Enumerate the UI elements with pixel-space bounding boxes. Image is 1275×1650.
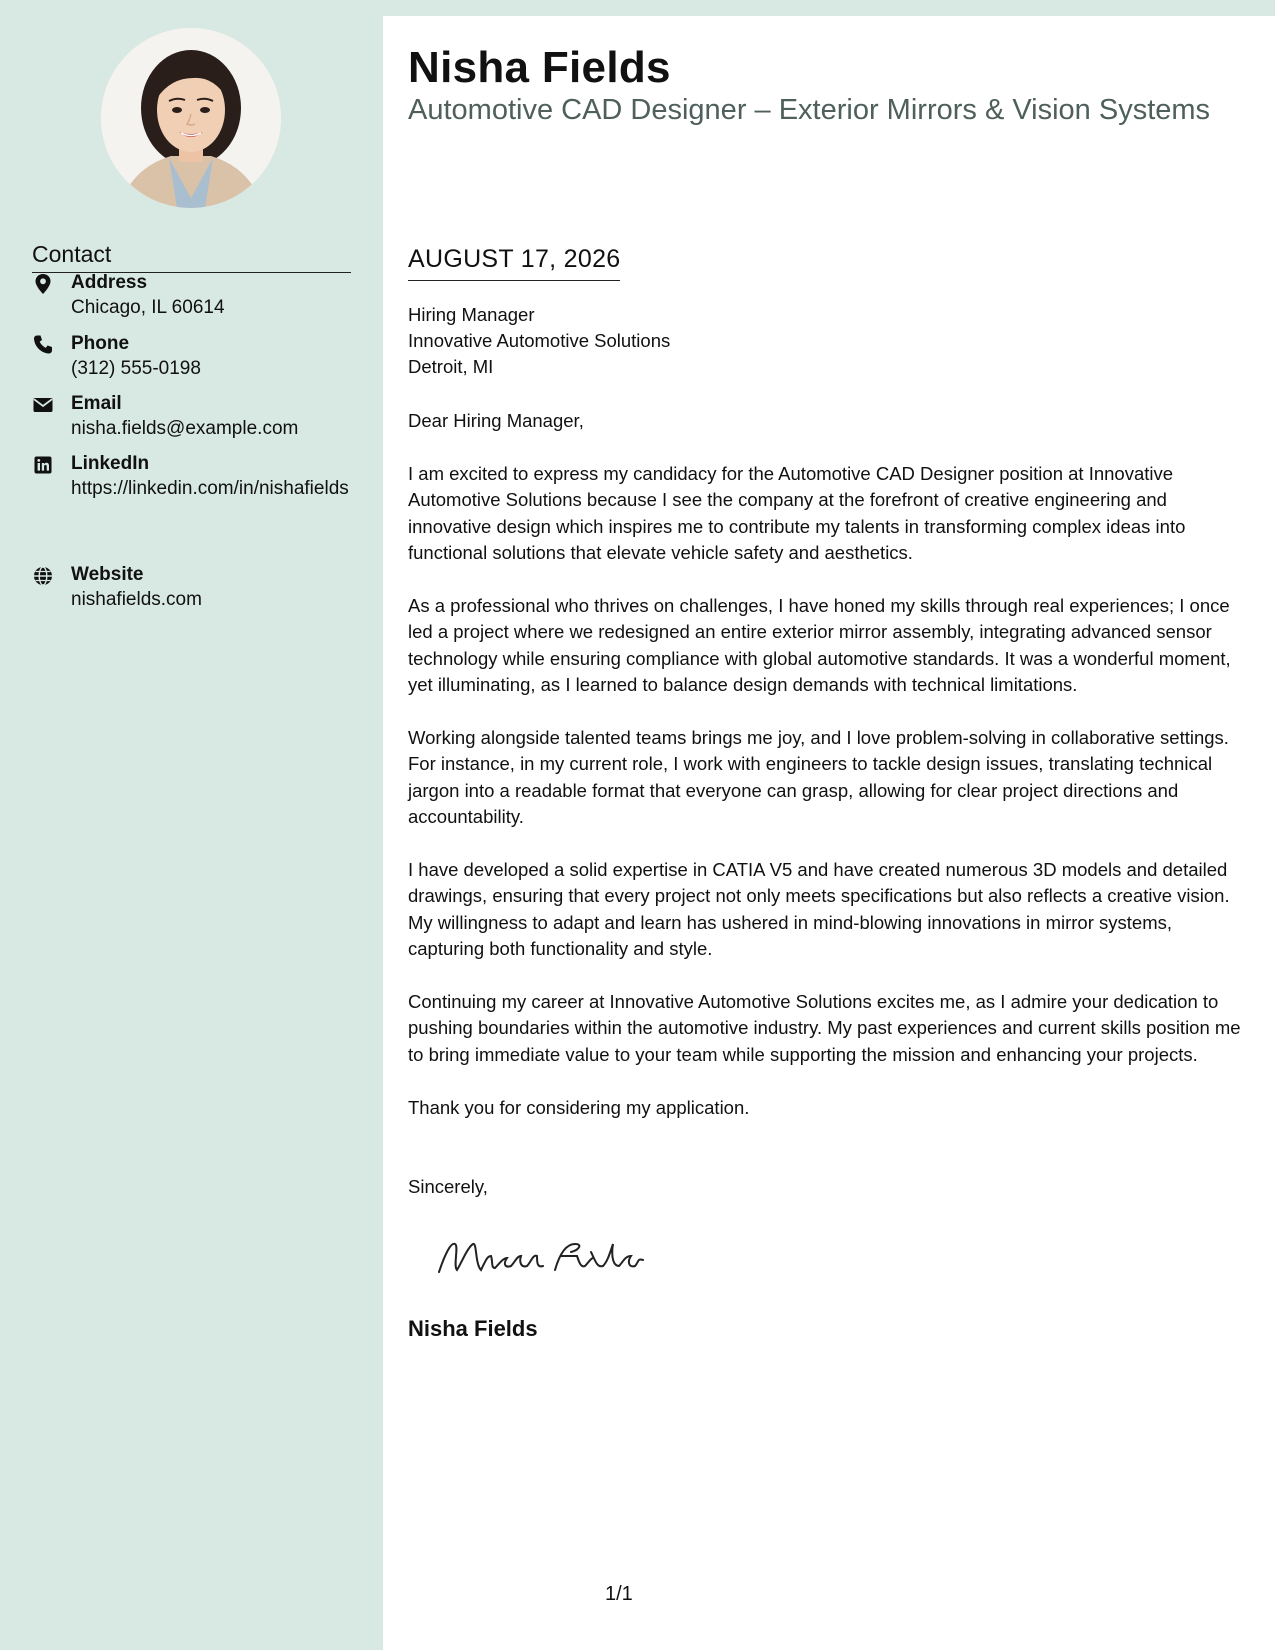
salutation: Dear Hiring Manager, <box>408 410 584 431</box>
contact-label: Phone <box>71 333 130 354</box>
applicant-name: Nisha Fields <box>408 43 671 92</box>
profile-photo <box>101 28 281 208</box>
letter-date: AUGUST 17, 2026 <box>408 244 620 281</box>
recipient-line: Innovative Automotive Solutions <box>408 330 671 351</box>
contact-label: Website <box>71 564 144 585</box>
contact-label: Email <box>71 393 122 414</box>
letter-paragraph: I am excited to express my candidacy for the Automotive CAD Designer position at Innovative Automotive Solutions because I see the company at the forefront of creative engineering and innovative design which inspires me to contribute my talents in transforming complex ideas into functional solutions that elevate vehicle safety and aesthetics. <box>408 463 1186 563</box>
letter-paragraph: Thank you for considering my application. <box>408 1097 750 1118</box>
sidebar <box>0 0 383 1650</box>
signoff-name: Nisha Fields <box>408 1316 538 1341</box>
contact-value: (312) 555-0198 <box>71 358 201 379</box>
location-pin-icon <box>32 273 58 295</box>
recipient-line: Hiring Manager <box>408 304 535 325</box>
signature-scribble <box>433 1234 653 1282</box>
envelope-icon <box>32 394 58 416</box>
page-number: 1/1 <box>605 1583 633 1605</box>
letter-body <box>383 16 1275 1650</box>
letter-paragraph: Continuing my career at Innovative Automotive Solutions excites me, as I admire your dedication to pushing boundaries within the automotive industry. My past experiences and current skills position me to bring immediate value to your team while supporting the mission and enhancing your projects. <box>408 991 1241 1065</box>
contact-label: LinkedIn <box>71 453 150 474</box>
contact-value[interactable]: nisha.fields@example.com <box>71 418 299 439</box>
portrait-illustration <box>101 28 281 208</box>
contact-value[interactable]: https://linkedin.com/in/nishafields <box>71 478 349 499</box>
contact-label: Address <box>71 272 148 293</box>
contact-heading: Contact <box>32 240 351 273</box>
closing: Sincerely, <box>408 1176 488 1197</box>
linkedin-icon <box>32 454 58 476</box>
letter-paragraph: As a professional who thrives on challenges, I have honed my skills through real experiences; I once led a project where we redesigned an entire exterior mirror assembly, integrating advanced sensor technology while ensuring compliance with global automotive standards. It was a wonderful moment, yet illuminating, as I learned to balance design demands with technical limitations. <box>408 595 1231 695</box>
letter-paragraph: Working alongside talented teams brings me joy, and I love problem-solving in collaborative settings. For instance, in my current role, I work with engineers to tackle design issues, translating technical jargon into a readable format that everyone can grasp, allowing for clear project directions and accountability. <box>408 727 1229 827</box>
recipient-line: Detroit, MI <box>408 356 494 377</box>
phone-icon <box>32 334 58 356</box>
contact-value: Chicago, IL 60614 <box>71 297 225 318</box>
globe-icon <box>32 565 58 587</box>
letter-paragraph: I have developed a solid expertise in CATIA V5 and have created numerous 3D models and detailed drawings, ensuring that every project not only meets specifications but also reflects a creative vision. My willingness to adapt and learn has ushered in mind-blowing innovations in mirror systems, capturing both functionality and style. <box>408 859 1230 959</box>
signature <box>433 1234 653 1282</box>
job-title: Automotive CAD Designer – Exterior Mirrors & Vision Systems <box>408 94 1211 126</box>
contact-value[interactable]: nishafields.com <box>71 589 202 610</box>
